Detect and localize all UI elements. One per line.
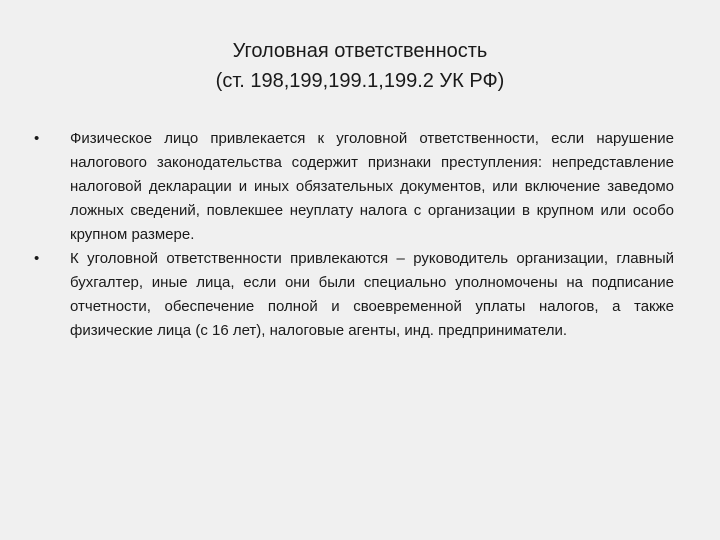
bullet-text: Физическое лицо привлекается к уголовной ответственности, если нарушение налогового законодательства содержит признаки преступления: непредставление налоговой декларации и иных обязательных документов, или включение заведомо ложных сведений, повлекшее неуплату налога с организации в крупном или особо крупном размере.	[70, 130, 674, 243]
title-line-2: (ст. 198,199,199.1,199.2 УК РФ)	[215, 70, 505, 92]
bullet-item-criminal-liability-individual	[34, 127, 674, 247]
bullet-marker: •	[34, 130, 40, 147]
slide-title	[0, 36, 720, 96]
bullet-list	[34, 127, 674, 343]
bullet-text: К уголовной ответственности привлекаются – руководитель организации, главный бухгалтер, иные лица, если они были специально уполномочены на подписание отчетности, обеспечение полной и своевременной уплаты налогов, а также физические лица (с 16 лет), налоговые агенты, инд. предприниматели.	[70, 250, 674, 339]
bullet-item-liable-persons	[34, 247, 674, 343]
title-line-1: Уголовная ответственность	[232, 40, 488, 62]
bullet-marker: •	[34, 250, 40, 267]
